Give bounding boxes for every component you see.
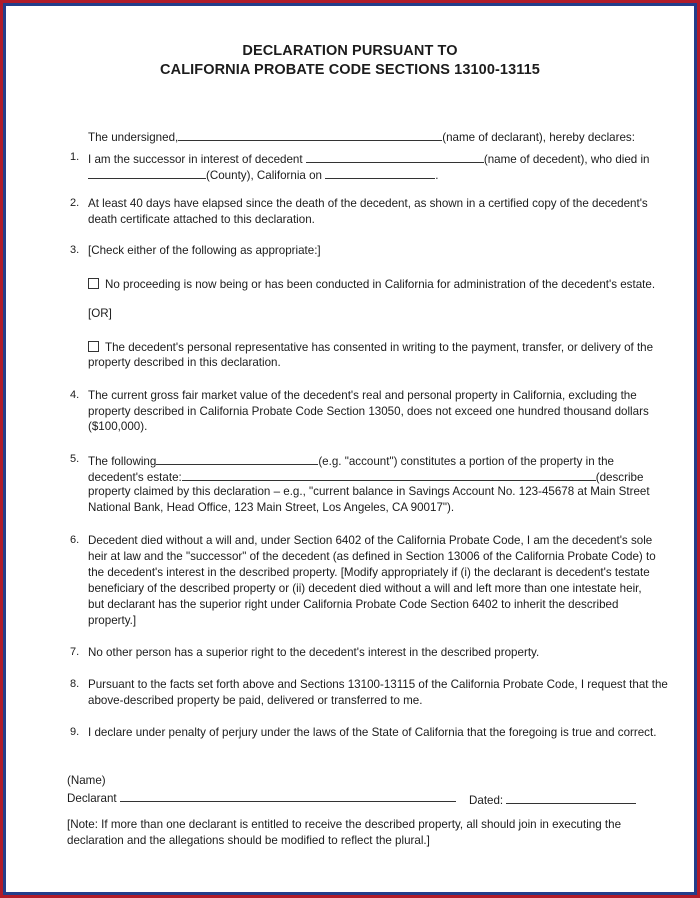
- item-number: 6.: [70, 534, 80, 546]
- item2-line1: At least 40 days have elapsed since the death of the decedent, as shown in a certified copy of the decedent's: [88, 197, 648, 210]
- note-line1: [Note: If more than one declarant is entitled to receive the described property, all should join in executing the: [67, 818, 622, 831]
- item6-line2: heir at law and the "successor" of the decedent (as defined in Section 13006 of the California Probate Code) to: [88, 550, 656, 563]
- item5-line1: The following (e.g. "account") constitutes a portion of the property in the: [88, 455, 614, 468]
- dated-line: Dated:: [469, 792, 636, 808]
- decedent-name-field[interactable]: [306, 151, 484, 163]
- item1-line2: (County), California on .: [88, 167, 438, 183]
- item5-line4: National Bank, Head Office, 123 Main Street, Los Angeles, CA 90017").: [88, 501, 455, 514]
- intro-line: The undersigned, (name of declarant), hereby declares:: [88, 131, 635, 144]
- item6-line5: but declarant has the superior right under California Probate Code Section 6402 to inherit the described: [88, 598, 619, 611]
- item8-line2: above-described property be paid, delivered or transferred to me.: [88, 694, 423, 707]
- form-title-line2: CALIFORNIA PROBATE CODE SECTIONS 13100-13115: [160, 62, 540, 78]
- item-number: 9.: [70, 726, 80, 738]
- dated-field[interactable]: [506, 792, 636, 804]
- property-description-field[interactable]: [182, 469, 596, 481]
- item8-line1: Pursuant to the facts set forth above and Sections 13100-13115 of the California Probate Code, I request that the: [88, 678, 668, 691]
- declarant-signature-field[interactable]: [120, 790, 456, 802]
- signature-name-label: (Name): [67, 774, 106, 787]
- item6-line3: the decedent's interest in the described property. [Modify appropriately if (i) the declarant is decedent's testate: [88, 566, 650, 579]
- item-number: 1.: [70, 151, 80, 163]
- item6-line1: Decedent died without a will and, under Section 6402 of the California Probate Code, I am the decedent's sole: [88, 534, 653, 547]
- item9-line1: I declare under penalty of perjury under the laws of the State of California that the foregoing is true and correct.: [88, 726, 657, 739]
- option-b-checkbox[interactable]: [88, 341, 99, 352]
- declarant-name-field[interactable]: [178, 129, 442, 141]
- item2-line2: death certificate attached to this declaration.: [88, 213, 315, 226]
- item3-option-a: No proceeding is now being or has been conducted in California for administration of the decedent's estate.: [88, 278, 655, 292]
- note-line2: declaration and the allegations should be modified to reflect the plural.]: [67, 834, 430, 847]
- item4-line3: ($100,000).: [88, 420, 148, 433]
- option-a-checkbox[interactable]: [88, 278, 99, 289]
- item5-line3: property claimed by this declaration – e.g., "current balance in Savings Account No. 123-45678 at Main Street: [88, 485, 650, 498]
- item1-line1: I am the successor in interest of decedent (name of decedent), who died in: [88, 153, 650, 166]
- item3-instruction: [Check either of the following as appropriate:]: [88, 244, 321, 257]
- item-number: 7.: [70, 646, 80, 658]
- item-number: 8.: [70, 678, 80, 690]
- item-number: 5.: [70, 453, 80, 465]
- item5-line2: decedent's estate: (describe: [88, 471, 644, 484]
- item4-line2: property described in California Probate Code Section 13050, does not exceed one hundred thousand dollars: [88, 405, 649, 418]
- item7-line1: No other person has a superior right to the decedent's interest in the described property.: [88, 646, 540, 659]
- county-field[interactable]: [88, 167, 206, 179]
- signature-line: Declarant: [67, 790, 456, 806]
- item3-option-b-line2: property described in this declaration.: [88, 356, 281, 369]
- item-number: 3.: [70, 244, 80, 256]
- item-number: 4.: [70, 389, 80, 401]
- item3-or-label: [OR]: [88, 307, 112, 320]
- item6-line4: beneficiary of the described property or (ii) decedent died without a will and left more than one intestate heir,: [88, 582, 642, 595]
- item4-line1: The current gross fair market value of the decedent's real and personal property in California, excluding the: [88, 389, 637, 402]
- item-number: 2.: [70, 197, 80, 209]
- item3-option-b-line1: The decedent's personal representative has consented in writing to the payment, transfer, or delivery of the: [88, 341, 653, 355]
- form-title-line1: DECLARATION PURSUANT TO: [242, 43, 458, 59]
- item6-line6: property.]: [88, 614, 137, 627]
- property-type-field[interactable]: [156, 453, 318, 465]
- death-date-field[interactable]: [325, 167, 435, 179]
